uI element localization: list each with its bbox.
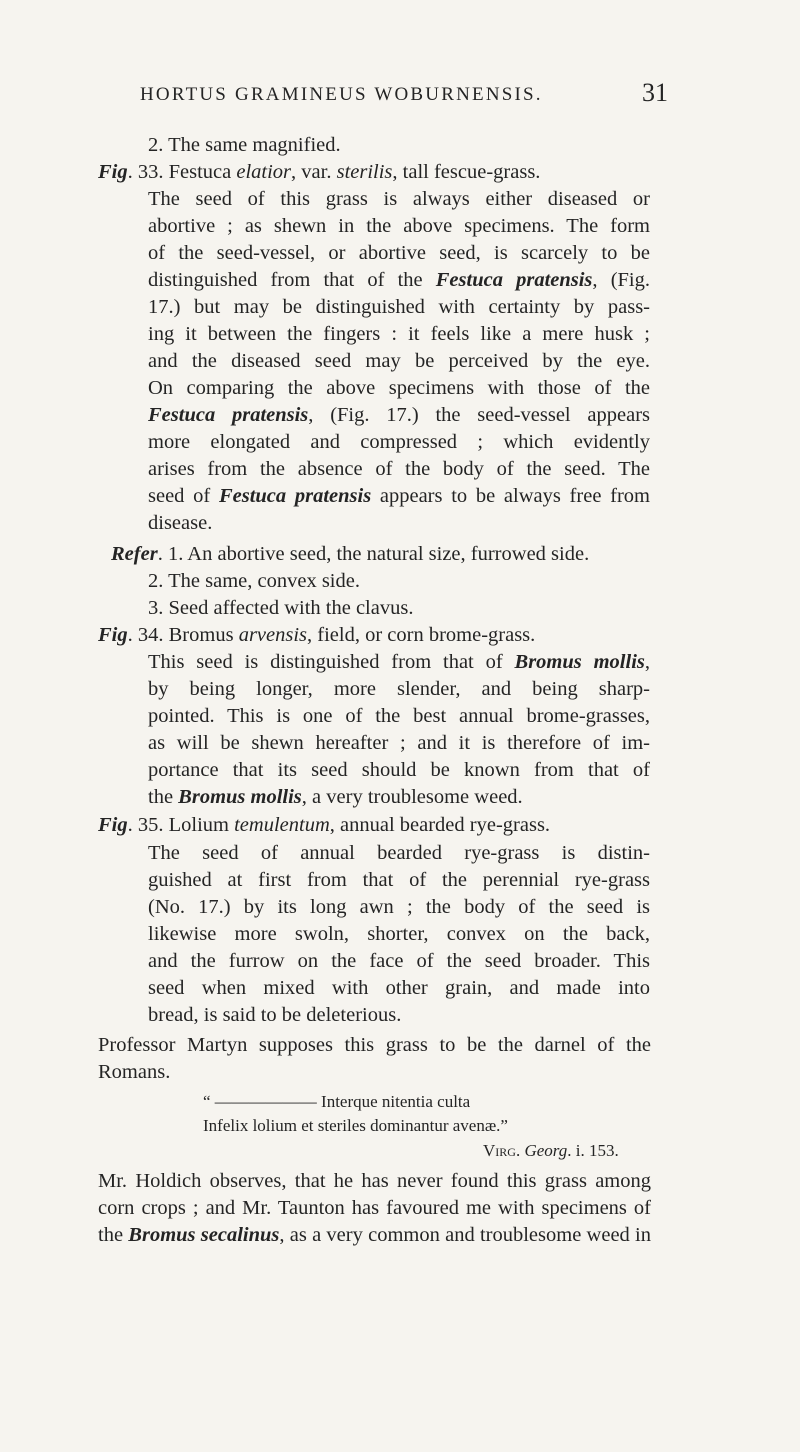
text-line: Professor Martyn supposes this grass to be the darnel of the <box>98 1034 651 1056</box>
text-line: 17.) but may be distinguished with certainty by pass- <box>148 296 650 318</box>
text-line: bread, is said to be deleterious. <box>148 1004 402 1026</box>
text-line: arises from the absence of the body of the seed. The <box>148 458 650 480</box>
text-line: The seed of this grass is always either diseased or <box>148 188 650 210</box>
text-line: Mr. Holdich observes, that he has never found this grass among <box>98 1170 651 1192</box>
figure-heading-35: Fig. 35. Lolium temulentum, annual bearded rye-grass. <box>98 814 551 836</box>
text-line: more elongated and compressed ; which evidently <box>148 431 650 453</box>
quotation-line: Infelix lolium et steriles dominantur avenæ.” <box>203 1116 508 1135</box>
text-line: likewise more swoln, shorter, convex on the back, <box>148 923 650 945</box>
text-line: ing it between the fingers : it feels like a mere husk ; <box>148 323 650 345</box>
text-line: Festuca pratensis, (Fig. 17.) the seed-vessel appears <box>148 404 650 426</box>
text-line: seed of Festuca pratensis appears to be always free from <box>148 485 650 507</box>
text-line: and the diseased seed may be perceived by the eye. <box>148 350 650 372</box>
text-line: the Bromus mollis, a very troublesome weed. <box>148 786 523 808</box>
text-line: pointed. This is one of the best annual brome-grasses, <box>148 705 650 727</box>
figure-heading-33: Fig. 33. Festuca elatior, var. sterilis, tall fescue-grass. <box>98 161 541 183</box>
text-line: as will be shewn hereafter ; and it is therefore of im- <box>148 732 650 754</box>
text-line: abortive ; as shewn in the above specimens. The form <box>148 215 650 237</box>
text-line: On comparing the above specimens with those of the <box>148 377 650 399</box>
text-line: 3. Seed affected with the clavus. <box>148 597 414 619</box>
running-title: HORTUS GRAMINEUS WOBURNENSIS. <box>140 84 543 105</box>
text-line: This seed is distinguished from that of Bromus mollis, <box>148 651 650 673</box>
reference-heading: Refer. 1. An abortive seed, the natural size, furrowed side. <box>111 543 590 565</box>
text-line: 2. The same magnified. <box>148 134 341 156</box>
page-number: 31 <box>642 78 668 107</box>
quotation-source: Virg. Georg. i. 153. <box>483 1141 619 1160</box>
text-line: distinguished from that of the Festuca pratensis, (Fig. <box>148 269 650 291</box>
text-line: of the seed-vessel, or abortive seed, is scarcely to be <box>148 242 650 264</box>
text-line: Romans. <box>98 1061 171 1083</box>
text-line: portance that its seed should be known from that of <box>148 759 650 781</box>
text-line: and the furrow on the face of the seed broader. This <box>148 950 650 972</box>
running-header <box>140 78 668 107</box>
figure-heading-34: Fig. 34. Bromus arvensis, field, or corn brome-grass. <box>98 624 536 646</box>
text-line: The seed of annual bearded rye-grass is distin- <box>148 842 650 864</box>
text-line: the Bromus secalinus, as a very common and troublesome weed in <box>98 1224 651 1246</box>
text-line: disease. <box>148 512 213 534</box>
text-line: corn crops ; and Mr. Taunton has favoured me with specimens of <box>98 1197 651 1219</box>
quotation-line: “ —————— Interque nitentia culta <box>203 1092 471 1111</box>
text-line: seed when mixed with other grain, and made into <box>148 977 650 999</box>
text-line: guished at first from that of the perennial rye-grass <box>148 869 650 891</box>
text-line: by being longer, more slender, and being sharp- <box>148 678 650 700</box>
text-line: 2. The same, convex side. <box>148 570 360 592</box>
text-line: (No. 17.) by its long awn ; the body of the seed is <box>148 896 650 918</box>
